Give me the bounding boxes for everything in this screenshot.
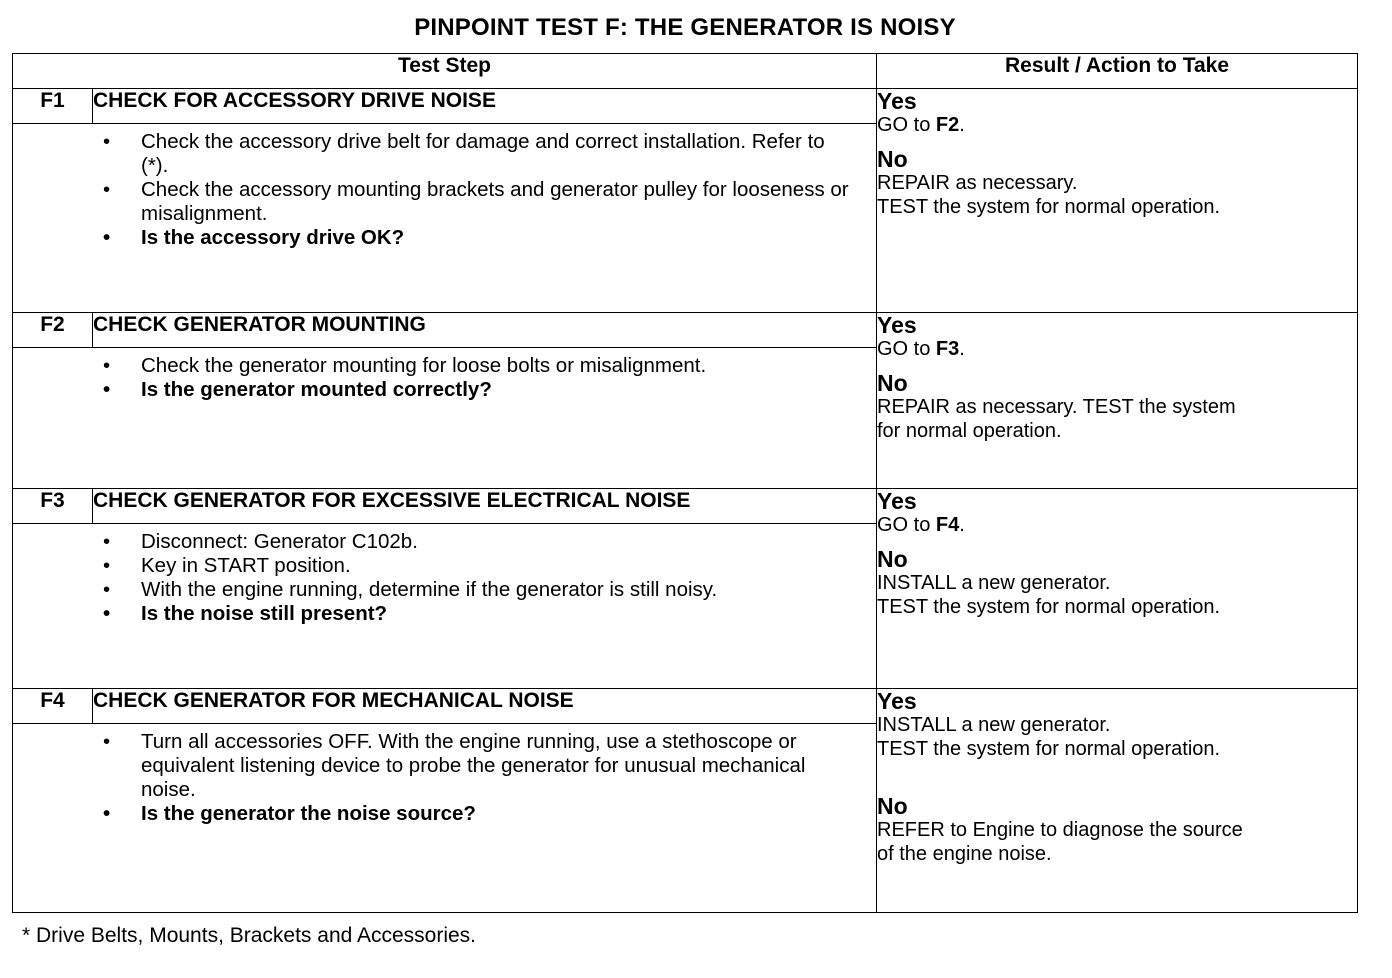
no-label: No bbox=[877, 146, 908, 172]
question-bullet: • Is the noise still present? bbox=[141, 602, 856, 626]
footnote: * Drive Belts, Mounts, Brackets and Accessories. bbox=[22, 924, 477, 947]
bullet: • Check the generator mounting for loose bolts or misalignment. bbox=[141, 354, 856, 378]
bullet: • Check the accessory mounting brackets and generator pulley for looseness or misalignment. bbox=[141, 178, 856, 226]
result-header: Result / Action to Take bbox=[877, 54, 1358, 89]
step-bullets bbox=[13, 724, 877, 913]
yes-action: GO to F3. bbox=[877, 338, 965, 360]
step-title: CHECK FOR ACCESSORY DRIVE NOISE bbox=[93, 89, 877, 124]
step-f4-title-row bbox=[13, 689, 1358, 724]
step-bullets bbox=[13, 348, 877, 489]
bullet: • With the engine running, determine if the generator is still noisy. bbox=[141, 578, 856, 602]
question-bullet: • Is the generator the noise source? bbox=[141, 802, 856, 826]
step-f1-title-row bbox=[13, 89, 1358, 124]
step-result bbox=[877, 89, 1358, 313]
step-bullets bbox=[13, 524, 877, 689]
step-bullets bbox=[13, 124, 877, 313]
no-action-line: REFER to Engine to diagnose the source bbox=[877, 819, 1243, 841]
step-title: CHECK GENERATOR FOR MECHANICAL NOISE bbox=[93, 689, 877, 724]
pinpoint-test-table bbox=[12, 53, 1358, 913]
no-label: No bbox=[877, 370, 908, 396]
step-title: CHECK GENERATOR FOR EXCESSIVE ELECTRICAL NOISE bbox=[93, 489, 877, 524]
no-label: No bbox=[877, 546, 908, 572]
bullet: • Turn all accessories OFF. With the engine running, use a stethoscope or equivalent listening device to probe the generator for unusual mechanical noise. bbox=[141, 730, 856, 802]
step-id: F2 bbox=[13, 313, 93, 348]
bullet: • Check the accessory drive belt for damage and correct installation. Refer to (*). bbox=[141, 130, 856, 178]
yes-action: GO to F4. bbox=[877, 514, 965, 536]
yes-action-line: INSTALL a new generator. bbox=[877, 714, 1111, 736]
bullet: • Disconnect: Generator C102b. bbox=[141, 530, 856, 554]
header-row bbox=[13, 54, 1358, 89]
step-f3-title-row bbox=[13, 489, 1358, 524]
no-action-line: TEST the system for normal operation. bbox=[877, 196, 1221, 218]
yes-label: Yes bbox=[877, 312, 917, 338]
no-action-line: REPAIR as necessary. bbox=[877, 172, 1078, 194]
yes-label: Yes bbox=[877, 488, 917, 514]
step-result bbox=[877, 689, 1358, 913]
no-action-line: TEST the system for normal operation. bbox=[877, 596, 1221, 618]
step-id: F3 bbox=[13, 489, 93, 524]
yes-label: Yes bbox=[877, 88, 917, 114]
step-id: F4 bbox=[13, 689, 93, 724]
question-bullet: • Is the accessory drive OK? bbox=[141, 226, 856, 250]
step-title: CHECK GENERATOR MOUNTING bbox=[93, 313, 877, 348]
step-f2-title-row bbox=[13, 313, 1358, 348]
yes-action-line: TEST the system for normal operation. bbox=[877, 738, 1221, 760]
step-id: F1 bbox=[13, 89, 93, 124]
yes-action: GO to F2. bbox=[877, 114, 965, 136]
step-result bbox=[877, 313, 1358, 489]
bullet: • Key in START position. bbox=[141, 554, 856, 578]
no-label: No bbox=[877, 793, 908, 819]
no-action-line: INSTALL a new generator. bbox=[877, 572, 1111, 594]
step-result bbox=[877, 489, 1358, 689]
yes-label: Yes bbox=[877, 688, 917, 714]
no-action-line: for normal operation. bbox=[877, 420, 1062, 442]
question-bullet: • Is the generator mounted correctly? bbox=[141, 378, 856, 402]
test-step-header: Test Step bbox=[13, 54, 877, 89]
no-action-line: REPAIR as necessary. TEST the system bbox=[877, 396, 1236, 418]
page-title: PINPOINT TEST F: THE GENERATOR IS NOISY bbox=[414, 14, 956, 41]
no-action-line: of the engine noise. bbox=[877, 843, 1052, 865]
